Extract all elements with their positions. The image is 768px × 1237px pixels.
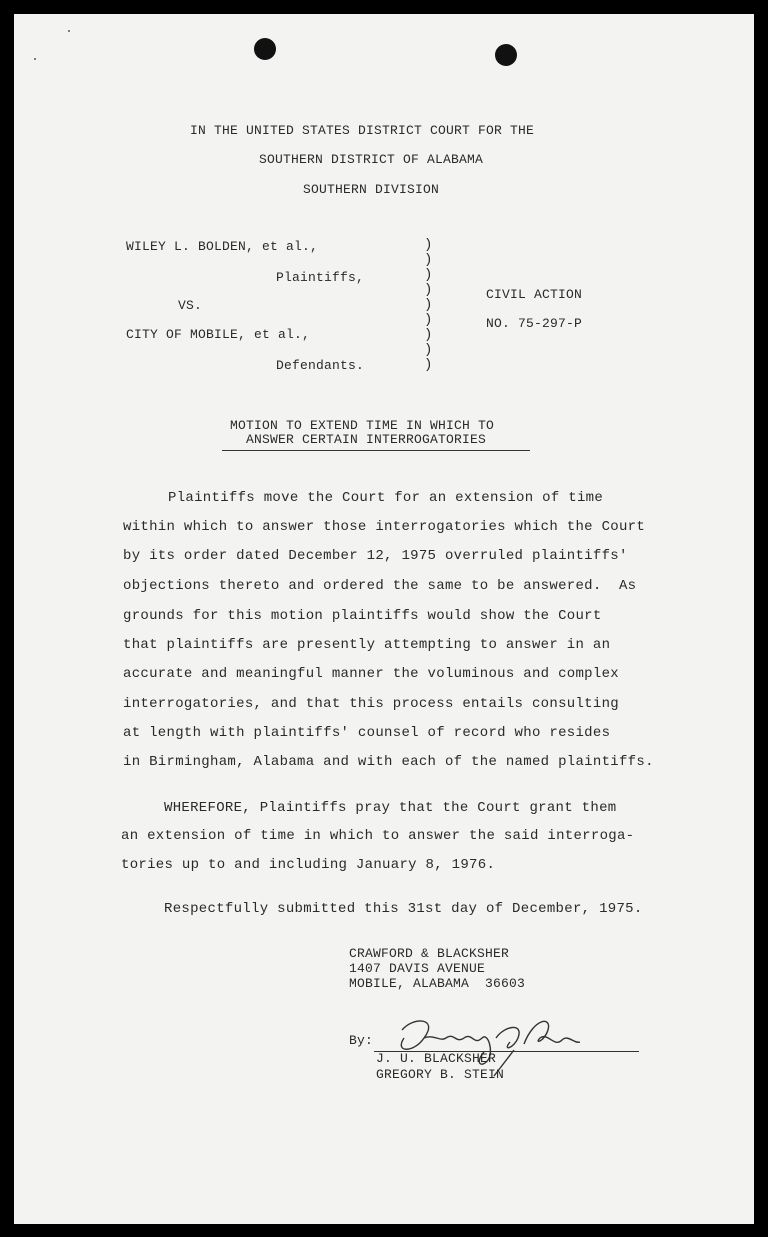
civil-action-label: CIVIL ACTION <box>486 287 583 302</box>
body-line: that plaintiffs are presently attempting to answer in an <box>123 637 611 653</box>
document-page <box>14 14 754 1224</box>
body-line: accurate and meaningful manner the voluminous and complex <box>123 666 619 682</box>
body-line: Plaintiffs move the Court for an extension of time <box>168 490 604 506</box>
paper-speck <box>68 30 70 32</box>
versus-label: VS. <box>178 298 203 313</box>
plaintiff-role: Plaintiffs, <box>276 270 365 285</box>
body-line: interrogatories, and that this process entails consulting <box>123 696 619 712</box>
paper-speck <box>34 58 36 60</box>
by-label: By: <box>349 1033 374 1048</box>
body-line: grounds for this motion plaintiffs would show the Court <box>123 608 602 624</box>
title-underline <box>222 450 530 451</box>
body-line: tories up to and including January 8, 1976. <box>121 857 496 873</box>
punch-hole-right <box>495 44 517 66</box>
body-line: an extension of time in which to answer the said interroga- <box>121 828 635 844</box>
plaintiff-name: WILEY L. BOLDEN, et al., <box>126 239 319 254</box>
body-line: at length with plaintiffs' counsel of record who resides <box>123 725 611 741</box>
motion-title-line2: ANSWER CERTAIN INTERROGATORIES <box>246 432 487 447</box>
attorney-name-1: J. U. BLACKSHER <box>376 1051 497 1066</box>
attorney-name-2: GREGORY B. STEIN <box>376 1067 505 1082</box>
submitted-line: Respectfully submitted this 31st day of December, 1975. <box>164 901 643 917</box>
firm-city: MOBILE, ALABAMA 36603 <box>349 976 526 991</box>
caption-bracket: ) ) ) ) ) ) ) ) ) <box>424 237 433 373</box>
defendant-role: Defendants. <box>276 358 365 373</box>
civil-action-number: NO. 75-297-P <box>486 316 583 331</box>
court-heading-line3: SOUTHERN DIVISION <box>303 182 440 197</box>
body-line: by its order dated December 12, 1975 overruled plaintiffs' <box>123 548 628 564</box>
firm-name: CRAWFORD & BLACKSHER <box>349 946 510 961</box>
body-line: objections thereto and ordered the same to be answered. As <box>123 578 637 594</box>
body-line: in Birmingham, Alabama and with each of the named plaintiffs. <box>123 754 654 770</box>
court-heading-line1: IN THE UNITED STATES DISTRICT COURT FOR THE <box>190 123 535 138</box>
motion-title-line1: MOTION TO EXTEND TIME IN WHICH TO <box>230 418 495 433</box>
court-heading-line2: SOUTHERN DISTRICT OF ALABAMA <box>259 152 484 167</box>
firm-street: 1407 DAVIS AVENUE <box>349 961 486 976</box>
defendant-name: CITY OF MOBILE, et al., <box>126 327 311 342</box>
body-line: WHEREFORE, Plaintiffs pray that the Court grant them <box>164 800 617 816</box>
punch-hole-left <box>254 38 276 60</box>
body-line: within which to answer those interrogatories which the Court <box>123 519 646 535</box>
